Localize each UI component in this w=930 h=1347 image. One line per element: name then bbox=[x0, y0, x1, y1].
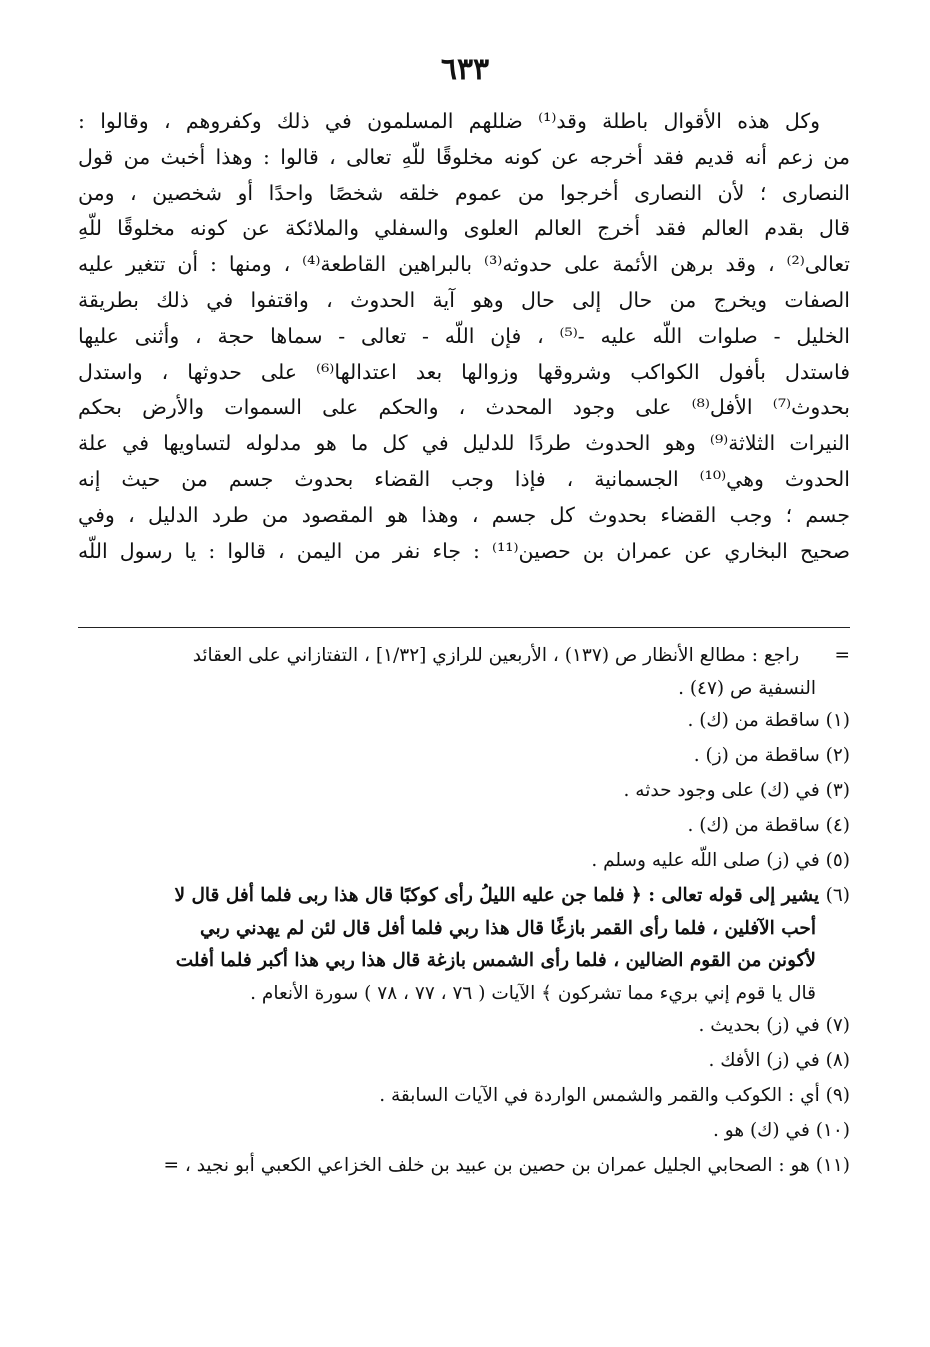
footnote-text: قال يا قوم إني بريء مما تشركون ﴾ الآيات ( ٧٦ ، ٧٧ ، ٧٨ ) سورة الأنعام . bbox=[250, 982, 816, 1004]
footnote-text: في (ك) على وجود حدثه . bbox=[623, 780, 820, 801]
footnote-text: في (ز) بحديث . bbox=[698, 1015, 820, 1036]
footnote-item bbox=[78, 1080, 850, 1115]
footnote-number: (٢) bbox=[825, 745, 850, 766]
footnote-number: (٩) bbox=[825, 1085, 850, 1106]
main-text-line: النيرات الثلاثة⁽⁹⁾ وهو الحدوث طردًا للدليل في كل ما هو مدلوله لتساويها في علة bbox=[78, 431, 850, 456]
footnote-text: يشير إلى قوله تعالى : ﴿ فلما جن عليه الليلُ رأى كوكبًا قال هذا ربى فلما أفل قال لا bbox=[174, 885, 820, 906]
main-text-line: الصفات ويخرج من حال إلى حال وهو آية الحدوث ، واقتفوا في ذلك بطريقة bbox=[78, 287, 850, 312]
page-number: ٦٣٣ bbox=[440, 52, 490, 87]
footnote-item bbox=[78, 845, 850, 880]
footnote-item bbox=[78, 1115, 850, 1150]
footnote-item bbox=[78, 740, 850, 775]
footnote-continuation bbox=[78, 640, 850, 705]
footnote-number: (٨) bbox=[825, 1050, 850, 1071]
footnote-number: (١) bbox=[825, 710, 850, 731]
footnote-separator bbox=[78, 627, 850, 628]
footnote-text: أحب الآفلين ، فلما رأى القمر بازغًا قال هذا ربي فلما أفل قال لئن لم يهدني ربي bbox=[200, 917, 816, 939]
main-text bbox=[78, 104, 850, 569]
footnote-text: ساقطة من (ز) . bbox=[693, 745, 820, 766]
footnote-item bbox=[78, 1150, 850, 1185]
main-text-line: فاستدل بأفول الكواكب وشروقها وزوالها بعد اعتدالها⁽⁶⁾ على حدوثها ، واستدل bbox=[78, 359, 850, 384]
footnote-number: (٦) bbox=[825, 885, 850, 906]
footnote-text: هو : الصحابي الجليل عمران بن حصين بن عبيد بن خلف الخزاعي الكعبي أبو نجيد ، = bbox=[163, 1155, 810, 1176]
main-text-line: جسم ؛ وجب القضاء بحدوث كل جسم ، وهذا هو المقصود من طرد الدليل ، وفي bbox=[78, 502, 850, 527]
footnote-text: لأكونن من القوم الضالين ، فلما رأى الشمس بازغة قال هذا ربي هذا أكبر فلما أفلت bbox=[175, 950, 816, 971]
footnote-number: (٤) bbox=[825, 815, 850, 836]
main-text-line: تعالى⁽²⁾ ، وقد برهن الأئمة على حدوثه⁽³⁾ بالبراهين القاطعة⁽⁴⁾ ، ومنها : أن تتغير عليه bbox=[78, 252, 850, 277]
main-text-line: الخليل - صلوات اللّه عليه -⁽⁵⁾ ، فإن اللّه - تعالى - سماها حجة ، وأثنى عليها bbox=[78, 323, 850, 348]
footnote-text: أي : الكوكب والقمر والشمس الواردة في الآيات السابقة . bbox=[379, 1085, 820, 1106]
footnote-item bbox=[78, 775, 850, 810]
footnote-number: (١١) bbox=[815, 1155, 850, 1176]
footnote-text: ساقطة من (ك) . bbox=[687, 710, 820, 731]
footnote-text: النسفية ص (٤٧) . bbox=[678, 677, 816, 699]
footnote-item-6 bbox=[78, 880, 850, 1010]
footnote-text: في (ز) صلى اللّه عليه وسلم . bbox=[591, 850, 820, 871]
footnote-item bbox=[78, 705, 850, 740]
footnote-number: (٥) bbox=[825, 850, 850, 871]
footnote-item bbox=[78, 1010, 850, 1045]
footnote-number: (٧) bbox=[825, 1015, 850, 1036]
footnote-number: (١٠) bbox=[815, 1120, 850, 1141]
main-text-line: من زعم أنه قديم فقد أخرجه عن كونه مخلوقًا للّهِ تعالى ، قالوا : وهذا أخبث من قول bbox=[78, 144, 850, 169]
footnote-text: في (ك) هو . bbox=[713, 1120, 810, 1141]
main-text-line: بحدوث⁽⁷⁾ الأفل⁽⁸⁾ على وجود المحدث ، والحكم على السموات والأرض بحكم bbox=[78, 395, 850, 420]
main-text-line: وكل هذه الأقوال باطلة وقد⁽¹⁾ ضللهم المسلمون في ذلك وكفروهم ، وقالوا : bbox=[78, 109, 820, 133]
main-text-line: صحيح البخاري عن عمران بن حصين⁽¹¹⁾ : جاء نفر من اليمن ، قالوا : يا رسول اللّه bbox=[78, 538, 850, 563]
footnote-text: راجع : مطالع الأنظار ص (١٣٧) ، الأربعين للرازي [١/٣٢] ، التفتازاني على العقائد bbox=[192, 645, 800, 666]
footnote-text: ساقطة من (ك) . bbox=[687, 815, 820, 836]
main-text-line: قال بقدم العالم فقد أخرج العالم العلوى والسفلي والملائكة عن كونه مخلوقًا للّهِ bbox=[78, 216, 850, 241]
footnote-number: (٣) bbox=[825, 780, 850, 801]
footnote-text: في (ز) الأفك . bbox=[708, 1050, 820, 1071]
footnote-item bbox=[78, 810, 850, 845]
main-text-line: النصارى ؛ لأن النصارى أخرجوا من عموم خلقه شخصًا واحدًا أو شخصين ، ومن bbox=[78, 180, 850, 205]
footnotes bbox=[78, 640, 850, 1185]
main-text-line: الحدوث وهي⁽¹⁰⁾ الجسمانية ، فإذا وجب القضاء بحدوث جسم من حيث إنه bbox=[78, 466, 850, 491]
continuation-marker: = bbox=[834, 645, 850, 666]
footnote-item bbox=[78, 1045, 850, 1080]
